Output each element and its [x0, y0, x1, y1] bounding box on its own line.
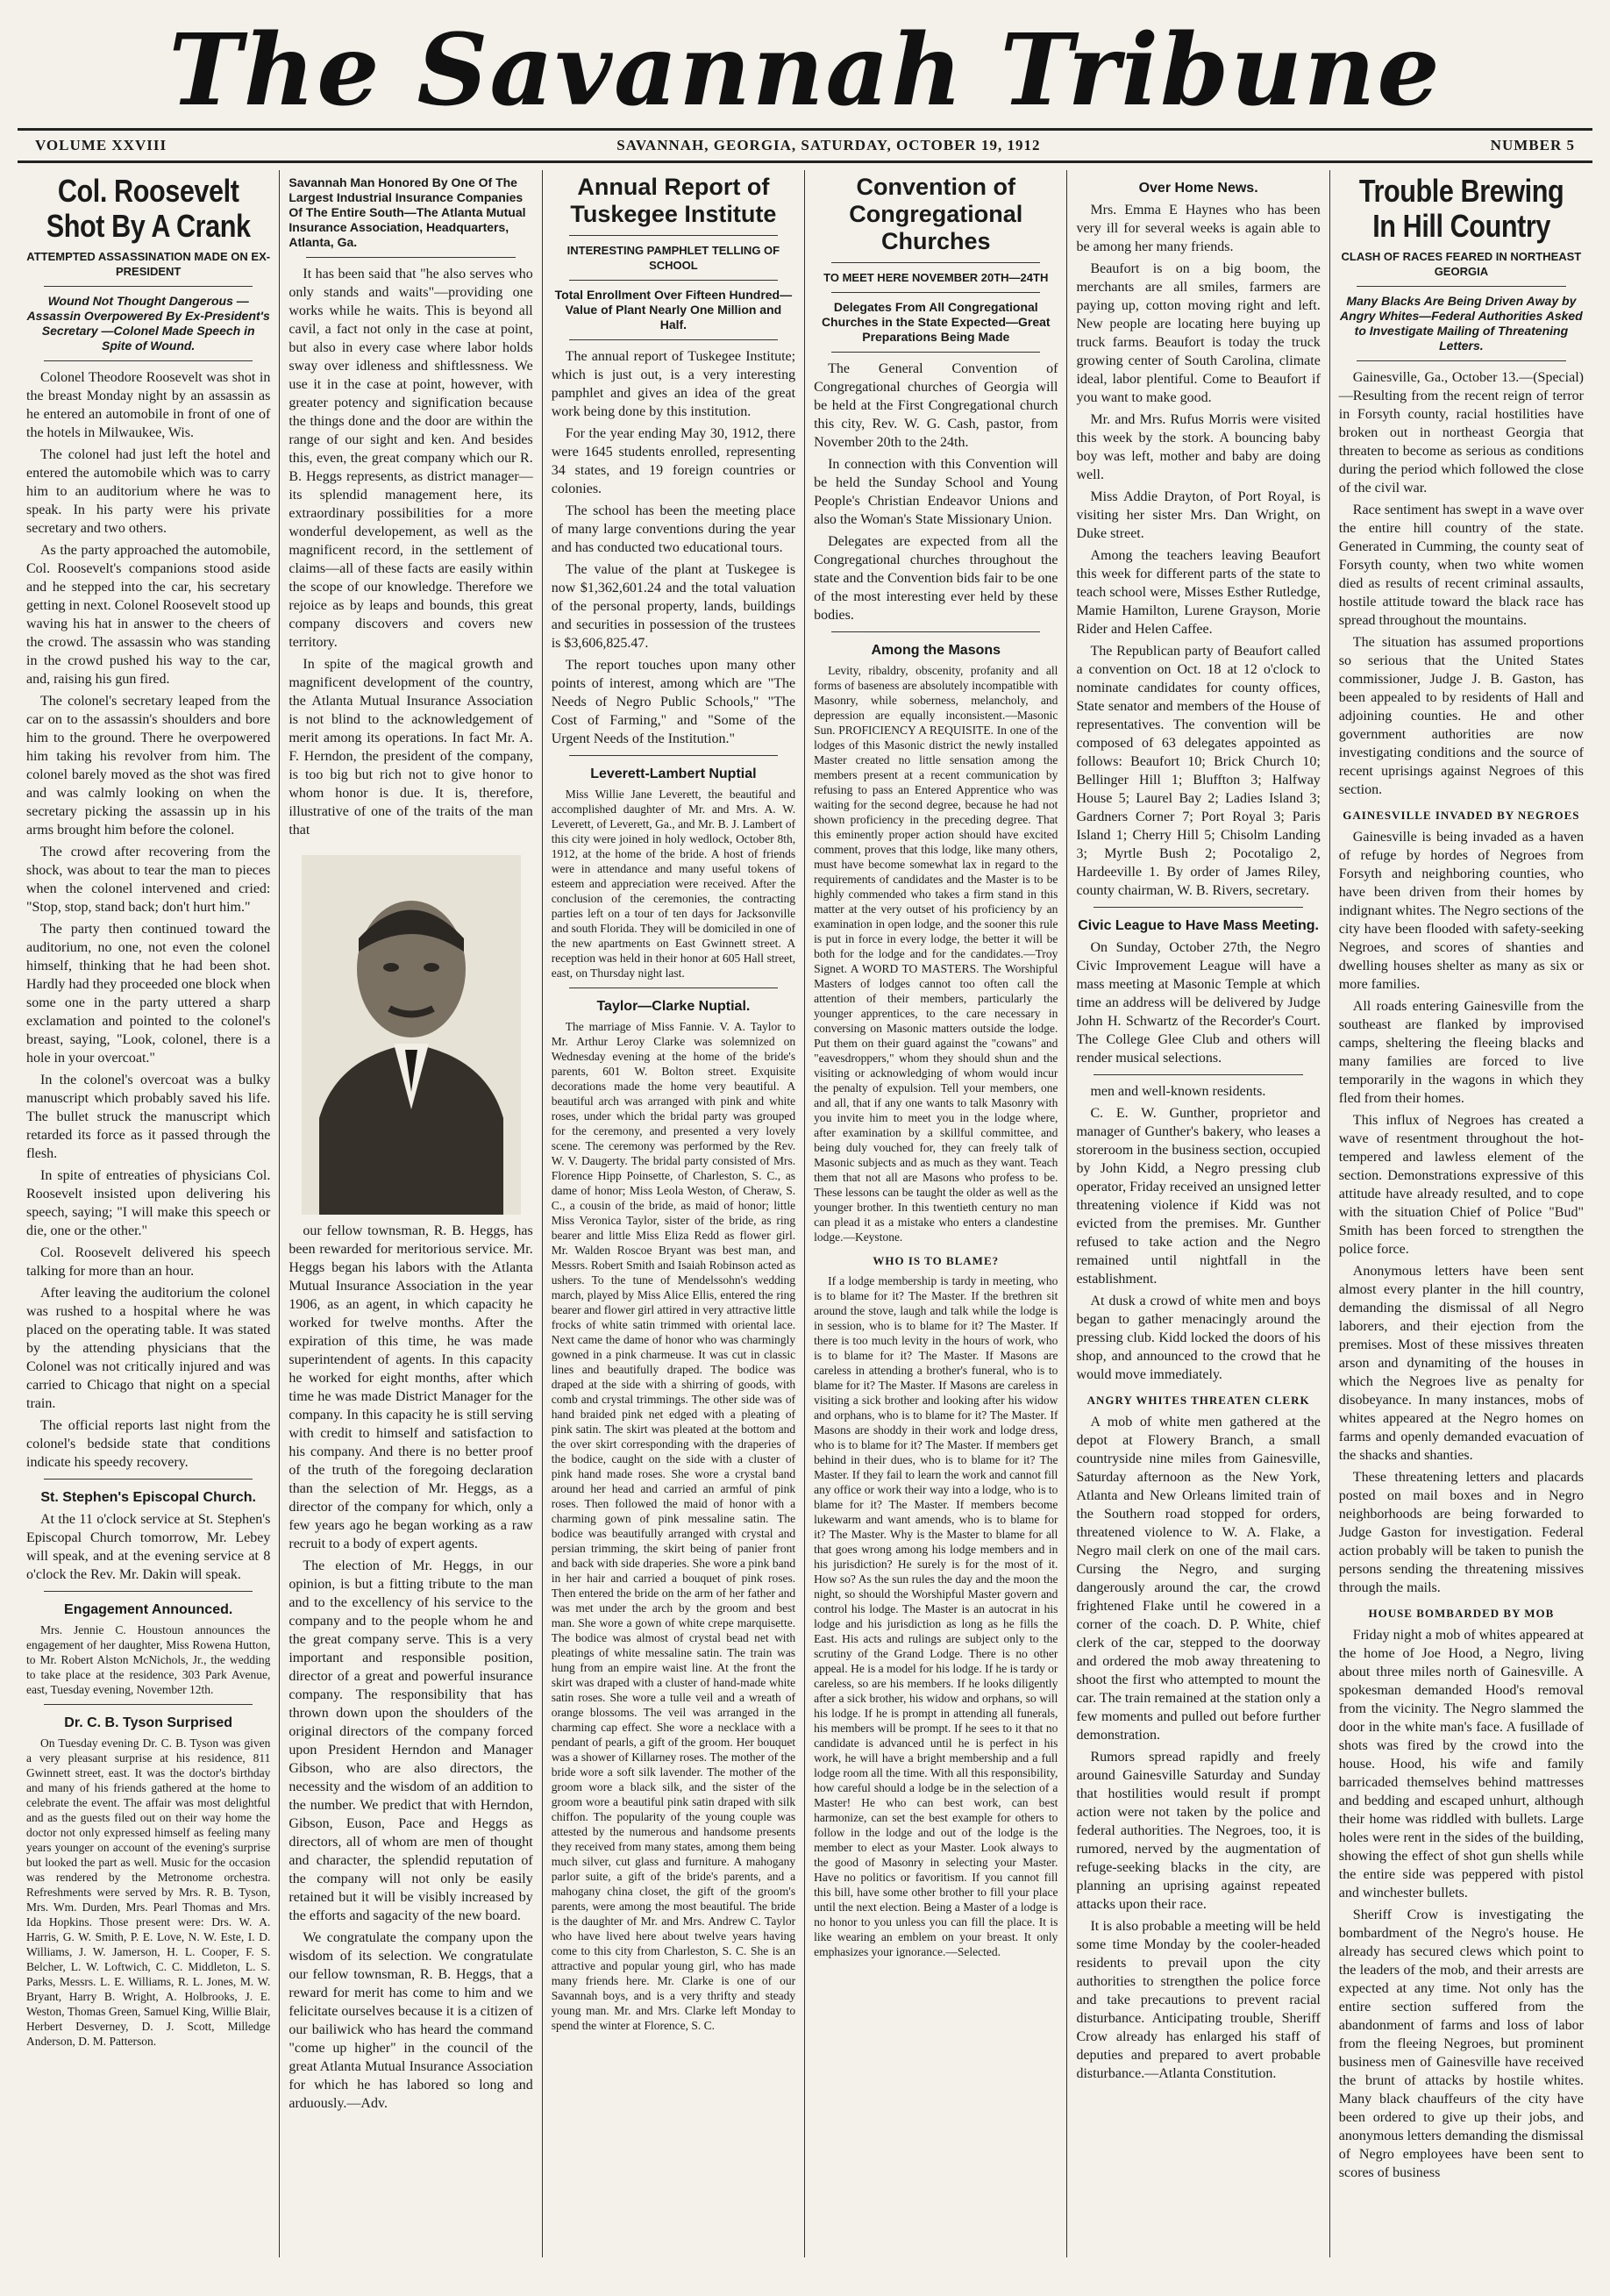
newspaper-title: The Savannah Tribune	[168, 14, 1442, 128]
article-paragraph: At dusk a crowd of white men and boys began to gather menacingly around the pressing club. Kidd locked the doors of his shop, and announced to the crowd that he would move immediately.	[1076, 1294, 1321, 1382]
convention-headline: Convention of Congregational Churches	[849, 174, 1023, 254]
mob-heading: HOUSE BOMBARDED BY MOB	[1368, 1607, 1555, 1620]
dateline	[18, 128, 1592, 163]
newspaper-page	[18, 14, 1592, 2268]
column-4	[805, 170, 1067, 2257]
article-paragraph: All roads entering Gainesville from the southeast are flanked by improvised camps, sheltering the fleeing blacks and many families are forced to live temporarily in the wagons in which they fled from their homes.	[1338, 999, 1584, 1106]
article-paragraph: The report touches upon many other points of interest, among which are "The Needs of Negro Public Schools," "The Cost of Farming," and "Some of the Urgent Needs of the Institution."	[551, 658, 796, 746]
divider	[44, 1704, 253, 1705]
engagement-heading: Engagement Announced.	[64, 1602, 233, 1617]
divider	[569, 339, 778, 340]
volume-label: VOLUME XXVIII	[35, 137, 167, 153]
article-paragraph: Beaufort is on a big boom, the merchants are all smiles, farmers are paying up, cotton moving right and left. New people are locating here buying up truck farms. Beaufort is today the truck growing center of South Carolina, climate ideal, labor plentiful. Come to Beaufort if you want to make good.	[1076, 261, 1321, 405]
article-paragraph: As the party approached the automobile, Col. Roosevelt's companions stood aside and he stepped into the car, his secretary getting in next. Colonel Roosevelt stood up waving his hat in answer to the cheers of the crowd. The assassin who was standing in the crowd pushed his way to the car, and, raising his gun fired.	[26, 543, 271, 687]
columns	[18, 170, 1592, 2257]
article-paragraph: The election of Mr. Heggs, in our opinion, is but a fitting tribute to the man and to the excellency of his service to the company and to the people whom he and the great company serve. This is a very important and responsible position, director of a great and powerful insurance company. The responsibility that has thrown down upon the shoulders of the original directors of the company forced upon President Herndon and Manager Gibson, who are also directors, the necessity and the wisdom of an addition to the number. We predict that with Herndon, Gibson, Euson, Pace and Heggs as directors, all of whom are men of thought and character, the splendid reputation of the company will not only be easily retained but it will be visibly increased by the efforts and sagacity of the new board.	[289, 1558, 533, 1923]
article-paragraph: Delegates are expected from all the Congregational churches throughout the state and the Convention bids fair to be one of the most interesting ever held by these bodies.	[814, 534, 1058, 623]
blame-text: If a lodge membership is tardy in meeting, who is to blame for it? The Master. If the brethren sit around the stove, laugh and talk while the lodge is in session, who is to blame for it? The Master. If there is too much levity in the hours of work, who is to blame for it? The Master. If Masons are careless in attending a brother's funeral, who is to blame for it? The Master. If Masons are careless in visiting a sick brother and looking after his widow and orphans, who is to blame for it? The Master. If Masons are shoddy in their work and lodge dress, who is to blame for it? The Master. If members get behind in their dues, who is to blame for it? The Master. If they fail to learn the work and cannot fill any office or work their way into a lodge, who is to blame for it? The Master. If members become lukewarm and want amends, who is to blame for it? The Master. Why is the Master to blame for all that goes wrong among his lodge members and in his jurisdiction? He surely is for the most of it. How so? As the sun rules the day and the moon the night, so should the Worshipful Master govern and control his lodge. The Master is an autocrat in his lodge and his jurisdiction as long as he fills the East. His acts and rulings are subject only to the scrutiny of the Grand Lodge. There is no other appeal. He is a model for his lodge. If he is tardy or careless, so are his members. If he looks diligently after a sick brother, his widow and orphans, so will his lodge. If he is prompt in attending all funerals, his members will be prompt. If he sees to it that no candidate is advanced until he is perfect in his work, he will have a bright membership and a full lodge room all the time. With all this responsibility, how careful should a lodge be in the selection of a Master! He who can best work, can best harmonize, can set the best example for others to follow in the lodge and out of the lodge is the member to elect as your Master. Look always to the good of Masonry in selecting your Master. Have no politics or favoritism. If you cannot fill this bill, have some other brother to fill your place until the next election. Being a Master of a lodge is no honor to you unless you can fill the place. It is like wearing an emblem on your breast. It only emphasizes your ignorance.—Selected.	[814, 1274, 1058, 1958]
over-home-heading: Over Home News.	[1138, 181, 1258, 196]
column-3	[543, 170, 805, 2257]
article-paragraph: Anonymous letters have been sent almost every planter in the hill country, demanding the dismissal of all Negro laborers, and their ejection from the premises. Most of these missives threaten arson and dynamiting of the houses in which the Negroes live as penalty for disobeyance. In many instances, mobs of whites appeared at the Negro homes on farms and openly demanded evacuation of the shacks and shanties.	[1338, 1264, 1584, 1463]
divider	[44, 1591, 253, 1592]
column-2	[280, 170, 542, 2257]
article-paragraph: The official reports last night from the colonel's bedside state that conditions indicate his speedy recovery.	[26, 1418, 271, 1470]
article-paragraph: men and well-known residents.	[1090, 1084, 1266, 1099]
tuskegee-deck-1: INTERESTING PAMPHLET TELLING OF SCHOOL	[566, 244, 780, 272]
convention-deck-2: Delegates From All Congregational Churches in the State Expected—Great Preparations Being Made	[821, 300, 1051, 344]
article-paragraph: In spite of the magical growth and magnificent development of the country, the Atlanta Mutual Insurance Association is not blind to the acknowledgement of merit among its operations. In fact Mr. A. F. Herndon, the president of the company, is too big but rich not to give honor to whom honor is due. It is, therefore, illustrative of one of the traits of the man that	[289, 657, 533, 838]
heggs-deck: Savannah Man Honored By One Of The Largest Industrial Insurance Companies Of The Entire South—The Atlanta Mutual Insurance Association, Headquarters, Atlanta, Ga.	[289, 175, 526, 249]
masons-heading: Among the Masons	[871, 643, 1001, 658]
article-paragraph: We congratulate the company upon the wisdom of its selection. We congratulate our fellow townsman, R. B. Heggs, that a reward for merit has come to him and we felicitate ourselves because it is a citizen of our bailiwick who has heard the command "come up higher" in the council of the great Atlanta Mutual Insurance Association for which he has labored so long and arduously.—Adv.	[289, 1930, 533, 2111]
flake-heading: ANGRY WHITES THREATEN CLERK	[1086, 1394, 1310, 1407]
invaded-heading: GAINESVILLE INVADED BY NEGROES	[1343, 809, 1580, 822]
divider	[569, 755, 778, 756]
article-paragraph: The school has been the meeting place of many large conventions during the year and has conducted two educational tours.	[551, 503, 796, 555]
tuskegee-deck-2: Total Enrollment Over Fifteen Hundred—Value of Plant Nearly One Million and Half.	[554, 288, 793, 332]
divider	[569, 235, 778, 236]
article-paragraph: Gainesville is being invaded as a haven of refuge by hordes of Negroes from Forsyth and neighboring counties, who have been driven from their homes by indignant whites. The Negro sections of the city have been flooded with safety-seeking Negroes, and scores of shanties and dwelling houses shelter as many as six or more families.	[1338, 830, 1584, 992]
article-paragraph: Race sentiment has swept in a wave over the entire hill country of the state. Generated in Cumming, the county seat of Forsyth county, when two white women died as results of recent criminal assaults, hostile attitude toward the black race has spread throughout the mountains.	[1338, 503, 1584, 628]
place-date: SAVANNAH, GEORGIA, SATURDAY, OCTOBER 19, 1912	[616, 137, 1041, 153]
article-paragraph: The situation has assumed proportions so serious that the United States commissioner, Judge J. B. Gaston, has been appealed to by residents of Hall and adjoining counties. He and other government authorities are now investigating conditions and the source of recent uprisings against Negroes of this section.	[1338, 635, 1584, 797]
article-paragraph: In spite of entreaties of physicians Col. Roosevelt insisted upon delivering his speech, saying; "I will make this speech or die, one or the other."	[26, 1168, 271, 1238]
divider	[44, 360, 253, 361]
article-paragraph: Miss Addie Drayton, of Port Royal, is visiting her sister Mrs. Dan Wright, on Duke street.	[1076, 489, 1321, 541]
article-paragraph: The party then continued toward the auditorium, no one, not even the colonel himself, thinking that he had been shot. Hardly had they proceeded one block when some one in the party uttered a sharp exclamation and pointed to the colonel's breast, saying, "Look, colonel, there is a hole in your overcoat."	[26, 922, 271, 1066]
article-paragraph: The Republican party of Beaufort called a convention on Oct. 18 at 12 o'clock to nominate candidates for county offices, State senator and members of the House of representatives. The convention will be composed of 63 delegates appointed as follows: Beaufort 10; Brick Church 10; Bellinger Hill 1; Bluffton 3; Halfway House 5; Laurel Bay 2; Ladies Island 3; Gardners Corner 7; Port Royal 3; Paris Island 1; Cherry Hill 5; Chisolm Landing 3; Myrtle Bush 2; Pocotaligo 2, Hardeeville 1. By order of James Riley, county chairman, W. B. Rivers, secretary.	[1076, 644, 1321, 898]
column-1	[18, 170, 280, 2257]
trouble-deck-2: Many Blacks Are Being Driven Away by Angry Whites—Federal Authorities Asked to Investigate Mailing of Threatening Letters.	[1340, 294, 1583, 353]
article-paragraph: Mrs. Emma E Haynes who has been very ill for several weeks is again able to be among her many friends.	[1076, 203, 1321, 254]
leverett-heading: Leverett-Lambert Nuptial	[590, 767, 757, 781]
flake-text: A mob of white men gathered at the depot at Flowery Branch, a small countryside nine miles from Gainesville, Saturday afternoon as the New York, Atlanta and New Orleans limited train of the Southern road stopped for orders, threatened violence to W. A. Flake, a Negro mail clerk on one of the mail cars. Cursing the Negro, and surging dangerously around the car, the crowd frightened Flake until he cowered in a corner of the coach. D. P. White, chief clerk of the car, stepped to the doorway and ordered the mob away threatening to shoot the first who attempted to mount the car. The train remained at the station only a few moments and pulled out before further demonstration.	[1076, 1415, 1321, 1743]
tyson-text: On Tuesday evening Dr. C. B. Tyson was given a very pleasant surprise at his residence, 811 Gwinnett street, east. It was the doctor's birthday and many of his friends gathered at the home to celebrate the event. The affair was most delightful and as the guests filed out on their way home the doctor not only expressed himself as feeling many years younger on account of the evening's surprise but looked the part as well. Music for the occasion was rendered by the Metronome orchestra. Refreshments were served by Mrs. R. B. Tyson, Mrs. Wm. Durden, Mrs. Pearl Thomas and Mrs. Ida Hopkins. Those present were: Drs. W. A. Harris, G. W. Smith, P. E. Love, N. W. Este, I. D. Williams, J. W. Jamerson, H. L. Cooper, F. S. Belcher, L. W. Loftwich, C. C. Middleton, L. S. Parks, Messrs. L. E. Williams, R. L. Jones, M. W. Bryant, Harry B. Wright, A. Holbrooks, J. E. Weston, Thomas Green, Samuel King, Willie Blair, Herbert Desverney, D. J. Scott, Milledge Anderson, D. M. Patterson.	[26, 1736, 271, 2048]
article-paragraph: Colonel Theodore Roosevelt was shot in the breast Monday night by an assassin as he entered an automobile in front of one of the hotels in Milwaukee, Wis.	[26, 370, 271, 440]
divider	[831, 352, 1040, 353]
roosevelt-headline: Col. Roosevelt Shot By A Crank	[46, 173, 251, 244]
masthead	[18, 14, 1592, 128]
convention-deck-1: TO MEET HERE NOVEMBER 20TH—24TH	[823, 271, 1049, 284]
article-paragraph: Mr. and Mrs. Rufus Morris were visited this week by the stork. A bouncing baby boy was left, mother and baby are doing well.	[1076, 412, 1321, 482]
divider	[831, 631, 1040, 632]
article-paragraph: In connection with this Convention will be held the Sunday School and Young People's Christian Endeavor Unions and also the Woman's State Missionary Union.	[814, 457, 1058, 527]
article-paragraph: Friday night a mob of whites appeared at the home of Joe Hood, a Negro, living about three miles north of Gainesville. A spokesman demanded Hood's removal from the vicinity. The Negro slammed the door in the white man's face. A fusillade of shots was fired by the crowd into the house. Hood, his wife and family barricaded themselves behind mattresses and bedding and escaped unhurt, although their home was riddled with bullets. Large holes were rent in the sides of the building, showing the effect of shot gun shells while the entire side was peppered with pistol and winchester bullets.	[1338, 1628, 1584, 1900]
article-paragraph: The colonel's secretary leaped from the car on to the assassin's shoulders and bore him to the ground. There he overpowered him taking his revolver from him. The colonel barely moved as the shot was fired and was calmly looking on when the secretary picking the assassin up in his arms brought him before the colonel.	[26, 694, 271, 838]
article-paragraph: The annual report of Tuskegee Institute; which is just out, is a very interesting pamphlet and gives an idea of the great work being done by this institution.	[551, 349, 796, 419]
article-paragraph: The crowd after recovering from the shock, was about to tear the man to pieces when the colonel intervened and cried: "Stop, stop, stand back; don't hurt him."	[26, 845, 271, 915]
trouble-deck-1: CLASH OF RACES FEARED IN NORTHEAST GEORGIA	[1341, 250, 1582, 278]
church-heading: St. Stephen's Episcopal Church.	[40, 1490, 256, 1505]
divider	[831, 262, 1040, 263]
article-paragraph: It has been said that "he also serves who only stands and waits"—providing one works while he waits. This is beyond all cavil, a fact not only in the case at point, but also in every case where labor holds sway over idleness and shiftlessness. We use it in the case at point, however, with greater potency and signification because the things done and the door are within the range of our sight and ken. And besides this, even, the great company which our R. B. Heggs represents, as district manager—its splendid management here, its extraordinary possibilities for a more wonderful developement, as well as the magnificent record, in the settlement of claims—all of these facts are easily within the scope of our knowledge. Therefore we rejoice as by leaps and bounds, this great company discovers and covers new territory.	[289, 267, 533, 650]
portrait-photo	[289, 846, 532, 1215]
divider	[1357, 286, 1566, 287]
column-5	[1067, 170, 1329, 2257]
civic-text: On Sunday, October 27th, the Negro Civic Improvement League will have a mass meeting at Masonic Temple at which time an address will be delivered by Judge John H. Schwartz of the Recorder's Court. The College Glee Club and others will render musical selections.	[1076, 940, 1321, 1066]
article-paragraph: For the year ending May 30, 1912, there were 1645 students enrolled, representing 34 states, and 19 foreign countries or colonies.	[551, 426, 796, 496]
tyson-heading: Dr. C. B. Tyson Surprised	[64, 1715, 233, 1730]
church-text: At the 11 o'clock service at St. Stephen's Episcopal Church tomorrow, Mr. Lebey will speak, and at the evening service at 8 o'clock the Rev. Mr. Dakin will speak.	[26, 1512, 271, 1582]
engagement-text: Mrs. Jennie C. Houstoun announces the engagement of her daughter, Miss Rowena Hutton, to Mr. Robert Alston McNichols, Jr., the wedding to take place at the residence, 303 Park Avenue, east, Tuesday evening, November 12th.	[26, 1623, 271, 1696]
tuskegee-headline: Annual Report of Tuskegee Institute	[570, 174, 777, 227]
article-paragraph: The General Convention of Congregational churches of Georgia will be held at the First Congregational church this city, Rev. W. G. Cash, pastor, from November 20th to the 24th.	[814, 361, 1058, 450]
divider	[569, 280, 778, 281]
article-paragraph: In the colonel's overcoat was a bulky manuscript which probably saved his life. The bullet struck the manuscript which retarded its force as it passed through the flesh.	[26, 1073, 271, 1161]
roosevelt-deck-1: ATTEMPTED ASSASSINATION MADE ON EX-PRESIDENT	[26, 250, 271, 278]
article-paragraph: The value of the plant at Tuskegee is now $1,362,601.24 and the total valuation of the personal property, lands, buildings and securities in possession of the trustees is $3,606,825.47.	[551, 562, 796, 651]
article-paragraph: Among the teachers leaving Beaufort this week for different parts of the state to teach school were, Misses Esther Rutledge, Mamie Hamilton, Lurene Grayson, Morie Rider and Helen Caffee.	[1076, 548, 1321, 637]
divider	[831, 292, 1040, 293]
masons-text: Levity, ribaldry, obscenity, profanity and all forms of baseness are absolutely incompatible with Masonry, while soberness, melancholy, and depression are equally inconsistent.—Masonic Sun. PROFICIENCY A REQUISITE. In one of the lodges of this Masonic district the newly installed Master created no little sensation among the members present at a recent communication by refusing to pass an Entered Apprentice who was waiting for the second degree, because he had not shown proficiency in the preceding degree. That this eminently proper action should have excited comment, proves that this lodge, like many others, must have become somewhat lax in regard to the requirements of candidates and the Master is to be highly commended who takes a firm stand in this matter at the very outset of his proficiency by an examination in open lodge, and the sooner this rule is put in force in every lodge, the better it will be both for the lodge and for the candidates.—Troy Signet. A WORD TO MASTERS. The Worshipful Masters of lodges cannot too often call the attention of their members, particularly the younger apprentices, to the care necessary in conversing on Masonic matters outside the lodge. Put them on their guard against the "cowans" and "eavesdroppers," whom they should shun and the visiting or acknowledging of whom would incur the penalty of expulsion. Tell your members, one and all, that if any one wants to talk Masonry with you invite him to meet you in the lodge where, after examination by a skillful committee, and being duly vouched for, they can freely talk of Masonic subjects and as much as they want. Teach them that not all are Masons who profess to be. These lessons can be taught the older as well as the younger brother. In this twentieth century no man can plead it as a mistake who enters a clandestine lodge.—Keystone.	[814, 664, 1058, 1244]
civic-heading: Civic League to Have Mass Meeting.	[1078, 918, 1319, 933]
leverett-text: Miss Willie Jane Leverett, the beautiful and accomplished daughter of Mr. and Mrs. A. W. Leverett, of Leverett, Ga., and Mr. B. J. Lambert of this city were joined in holy wedlock, October 8th, 1912, at the home of the bride. A host of friends were in attendance and many useful tokens of esteem and appreciation were received. After the conclusion of the ceremonies, the contracting parties left on a tour of ten days for Jacksonville and south Florida. They will be domiciled in one of the new apartments on East Gwinnett street. A reception was held in their honor at 605 Hall street, east, on Thursday night last.	[551, 788, 796, 980]
article-paragraph: After leaving the auditorium the colonel was rushed to a hospital where he was placed on the operating table. It was stated by the attending physicians that the Colonel was not critically injured and was carried to Chicago that night on a special train.	[26, 1286, 271, 1411]
divider	[306, 257, 515, 258]
taylor-heading: Taylor—Clarke Nuptial.	[596, 999, 751, 1014]
article-paragraph: This influx of Negroes has created a wave of resentment throughout the hot-tempered and lawless element of the section. Demonstrations expressive of this attitude have already resulted, and to cope with the situation Chief of Police "Bud" Smith has been forced to strengthen the police force.	[1338, 1113, 1584, 1257]
blame-heading: WHO IS TO BLAME?	[873, 1254, 1000, 1267]
issue-number: NUMBER 5	[1490, 137, 1575, 153]
trouble-headline: Trouble Brewing In Hill Country	[1358, 173, 1564, 244]
roosevelt-deck-2: Wound Not Thought Dangerous — Assassin Overpowered By Ex-President's Secretary —Colonel Made Speech in Spite of Wound.	[26, 294, 270, 353]
divider	[44, 286, 253, 287]
article-paragraph: C. E. W. Gunther, proprietor and manager of Gunther's bakery, who leases a storeroom in the business section, occupied by John Kidd, a Negro pressing club operator, Friday received an unsigned letter threatening violence if Kidd was not evicted from the premises. Mr. Gunther refused to take action and the Negro remained until nightfall in the establishment.	[1076, 1106, 1321, 1287]
article-paragraph: These threatening letters and placards posted on mail boxes and in Negro neighborhoods are being forwarded to Judge Gaston for investigation. Federal action probably will be taken to punish the persons sending the threatening missives through the mails.	[1338, 1470, 1584, 1595]
meeting-text: It is also probable a meeting will be held some time Monday by the cooler-headed residents to prevail upon the city authorities to strengthen the police force and take precautions to prevent racial disturbance. Anticipating trouble, Sheriff Crow already has enlarged his staff of deputies and prepared to avert probable disturbance.—Atlanta Constitution.	[1076, 1919, 1321, 2081]
article-paragraph: Col. Roosevelt delivered his speech talking for more than an hour.	[26, 1245, 271, 1279]
article-paragraph: Gainesville, Ga., October 13.—(Special)—Resulting from the recent reign of terror in Forsyth county, racial hostilities have broken out in northeast Georgia that threaten to become as serious as conditions during the period which followed the close of the civil war.	[1338, 370, 1584, 496]
article-paragraph: Sheriff Crow is investigating the bombardment of the Negro's house. He already has secured clews which point to the leaders of the mob, and their arrests are expected at any time. Not only has the entire section suffered from the abandonment of farms and loss of labor from the fleeing Negroes, but prominent business men of Gainesville have received the brunt of attacks by hostile whites. Many black chauffeurs of the city have been ordered to give up their jobs, and anonymous letters demanding the dismissal of Negro employees have been sent to scores of business	[1338, 1907, 1584, 2180]
divider	[44, 1479, 253, 1480]
taylor-text: The marriage of Miss Fannie. V. A. Taylor to Mr. Arthur Leroy Clarke was solemnized on Wednesday evening at the home of the bride's parents, 601 W. Bolton street. Exquisite decorations made the home very beautiful. A beautiful arch was arranged with pink and white roses, under which the bridal party was grouped for the ceremony, and presented a very lovely scene. The ceremony was performed by the Rev. W. V. Daugerty. The bridal party consisted of Mrs. Florence Hipp Poinsette, of Charleston, S. C., as dame of honor; Miss Leola Weston, of Cheraw, S. C., a cousin of the bride, as maid of honor; little Miss Veronica Taylor, sister of the bride, as ring bearer and little Miss Eliza Redd as flower girl. Mr. Walden Roscoe Bryant was best man, and Messrs. Robert Smith and Isaiah Robinson acted as ushers. To the tune of Mendelssohn's wedding march, played by Miss Alice Ellis, entered the ring bearer and flower girl attired in very attractive little frocks of white satin trimmed with oriental lace. Next came the dame of honor who was charmingly gowned in a pink charmeuse. It was cut in classic lines and beautifully draped. The bodice was draped at the side with a shirring of goods, with comb and crystal trimmings. The other side was of hand braided pink net edged with a pleating of pink satin. The skirt was pleated at the bottom and the over skirt corresponding with the draperies of the bodice, caught on the side with a cluster of pink hand made roses. She wore a crystal band around her head and carried an armful of pink roses. Then followed the maid of honor with a charming gown of pink messaline satin. The bodice was beautifully arranged with crystal and persian trimming, the skirt being of panier front and back with side draperies. She wore a pink band in her hair and carried a bouquet of pink roses. Then entered the bride on the arm of her father and was met under the arch by the groom and best man. She wore a gown of white crepe marquisette. The bodice was almost of crystal bead net with pleatings of white messaline satin. The train was hung from an empire waist line. At the front the skirt was draped with a cluster of hand-made white satin roses. She wore a tulle veil and a wreath of orange blossoms. The veil was arranged in the charming cap effect. She wore a necklace with a pendant of pearls, a gift of the groom. Her bouquet was a shower of Killarney roses. The mother of the bride wore a soft silk lavender. The mother of the groom wore a black silk, and the sister of the groom wore a beautiful pink satin draped with silk chiffon. The popularity of the young couple was attested by the numerous and handsome presents they received from many states, among them being much silver, cut glass and furniture. A mahogany parlor suite, a gift of the bride's parents, and a mahogany china closet, the gift of the groom's parents, were among the most beautiful. The bride is the daughter of Mr. and Mrs. Andrew C. Taylor who have lived here about twelve years having come to this city from Charleston, S. C. She is an attractive and popular young girl, who has made many friends here. Mr. Clarke is one of our Savannah boys, and is a very thrifty and steady young man. Mr. and Mrs. Clarke left Monday to spend the winter at Florence, S. C.	[551, 1020, 796, 2032]
article-paragraph: our fellow townsman, R. B. Heggs, has been rewarded for meritorious service. Mr. Heggs began his labors with the Atlanta Mutual Insurance Association in the year 1906, as an agent, in which capacity he worked for twelve months. After the expiration of this time, he was made superintendent of agents. In this capacity he worked for eight months, after which time he was made District Manager for the company. In this capacity he is still serving with credit to himself and satisfaction to his company. And there is no better proof of the truth of the foregoing declaration than the selection of Mr. Heggs, as a director of the company for which, only a few years ago he began working as a raw recruit to a body of expert agents.	[289, 1223, 533, 1551]
portrait-man-icon	[302, 855, 521, 1215]
divider	[1094, 907, 1302, 908]
divider	[1357, 360, 1566, 361]
column-6	[1330, 170, 1592, 2257]
divider	[1094, 1074, 1302, 1075]
article-paragraph: The colonel had just left the hotel and entered the automobile which was to carry him to an auditorium where he was to speak. In his party were his private secretary and two others.	[26, 447, 271, 536]
rumors-text: Rumors spread rapidly and freely around Gainesville Saturday and Sunday that hostilities would result if prompt action were not taken by the police and federal authorities. The Negroes, too, it is rumored, nerved by the augmentation of refuge-seeking blacks in the city, are planning an uprising against repeated attacks upon their race.	[1076, 1750, 1321, 1912]
